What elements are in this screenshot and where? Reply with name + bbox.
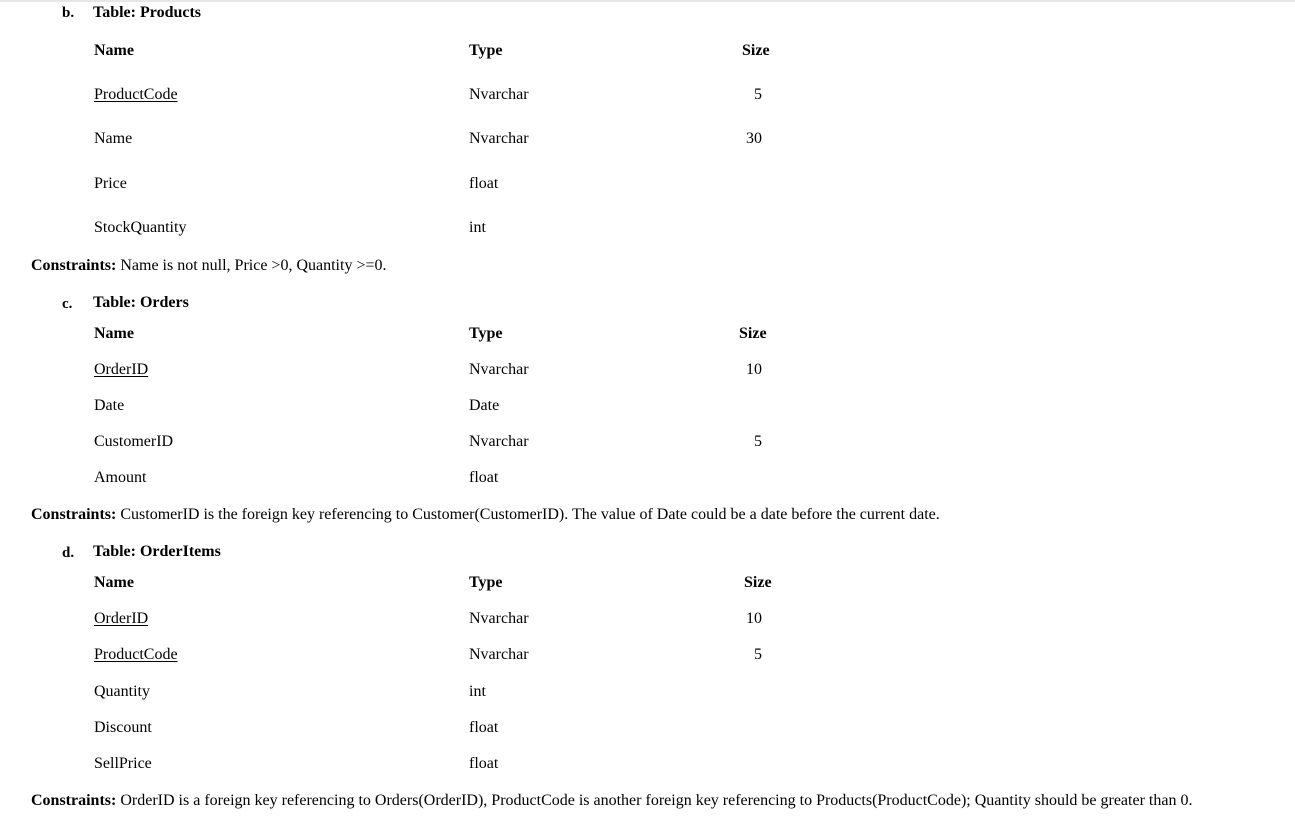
field-size: 10 bbox=[746, 610, 762, 627]
field-name: StockQuantity bbox=[94, 219, 187, 236]
constraints-label: Constraints: bbox=[31, 792, 117, 809]
field-type: Nvarchar bbox=[469, 646, 529, 663]
field-size: 10 bbox=[746, 361, 762, 378]
field-type: Nvarchar bbox=[469, 610, 529, 627]
column-header-size: Size bbox=[744, 574, 772, 591]
field-size: 5 bbox=[754, 86, 762, 103]
field-name: Price bbox=[94, 175, 127, 192]
section-title: Table: Orders bbox=[93, 294, 189, 311]
field-name: Name bbox=[94, 130, 133, 147]
field-name: ProductCode bbox=[94, 86, 178, 103]
field-type: int bbox=[469, 219, 486, 236]
section-letter: c. bbox=[62, 296, 73, 312]
field-name: Quantity bbox=[94, 683, 150, 700]
constraints-label: Constraints: bbox=[31, 506, 117, 523]
top-divider bbox=[0, 0, 1295, 2]
section-title: Table: Products bbox=[93, 4, 202, 21]
field-name: Discount bbox=[94, 719, 152, 736]
field-type: float bbox=[469, 719, 499, 736]
field-type: int bbox=[469, 683, 486, 700]
field-name: OrderID bbox=[94, 610, 149, 627]
column-header-type: Type bbox=[469, 42, 503, 59]
field-size: 5 bbox=[754, 433, 762, 450]
constraints-body: OrderID is a foreign key referencing to Orders(OrderID), ProductCode is another foreign key referencing to Products(ProductCode); Quantity should be greater than 0. bbox=[116, 792, 1193, 809]
field-type: float bbox=[469, 175, 499, 192]
field-name: Date bbox=[94, 397, 125, 414]
field-type: Nvarchar bbox=[469, 86, 529, 103]
section-letter: d. bbox=[62, 545, 75, 561]
constraints-text bbox=[31, 257, 387, 275]
section-letter: b. bbox=[62, 5, 75, 21]
column-header-size: Size bbox=[742, 42, 770, 59]
field-type: Nvarchar bbox=[469, 433, 529, 450]
field-size: 30 bbox=[746, 130, 762, 147]
constraints-label: Constraints: bbox=[31, 257, 117, 274]
field-size: 5 bbox=[754, 646, 762, 663]
column-header-size: Size bbox=[739, 325, 767, 342]
field-type: float bbox=[469, 755, 499, 772]
column-header-type: Type bbox=[469, 574, 503, 591]
constraints-text bbox=[31, 506, 940, 524]
constraints-text bbox=[31, 792, 1192, 810]
column-header-name: Name bbox=[94, 325, 134, 342]
field-type: Nvarchar bbox=[469, 361, 529, 378]
field-type: float bbox=[469, 469, 499, 486]
field-name: ProductCode bbox=[94, 646, 178, 663]
constraints-body: Name is not null, Price >0, Quantity >=0. bbox=[116, 257, 387, 274]
field-name: OrderID bbox=[94, 361, 149, 378]
field-name: CustomerID bbox=[94, 433, 174, 450]
column-header-name: Name bbox=[94, 42, 134, 59]
section-title: Table: OrderItems bbox=[93, 543, 221, 560]
field-type: Date bbox=[469, 397, 500, 414]
field-type: Nvarchar bbox=[469, 130, 529, 147]
field-name: SellPrice bbox=[94, 755, 152, 772]
column-header-type: Type bbox=[469, 325, 503, 342]
constraints-body: CustomerID is the foreign key referencing to Customer(CustomerID). The value of Date could be a date before the current date. bbox=[116, 506, 940, 523]
column-header-name: Name bbox=[94, 574, 134, 591]
field-name: Amount bbox=[94, 469, 147, 486]
